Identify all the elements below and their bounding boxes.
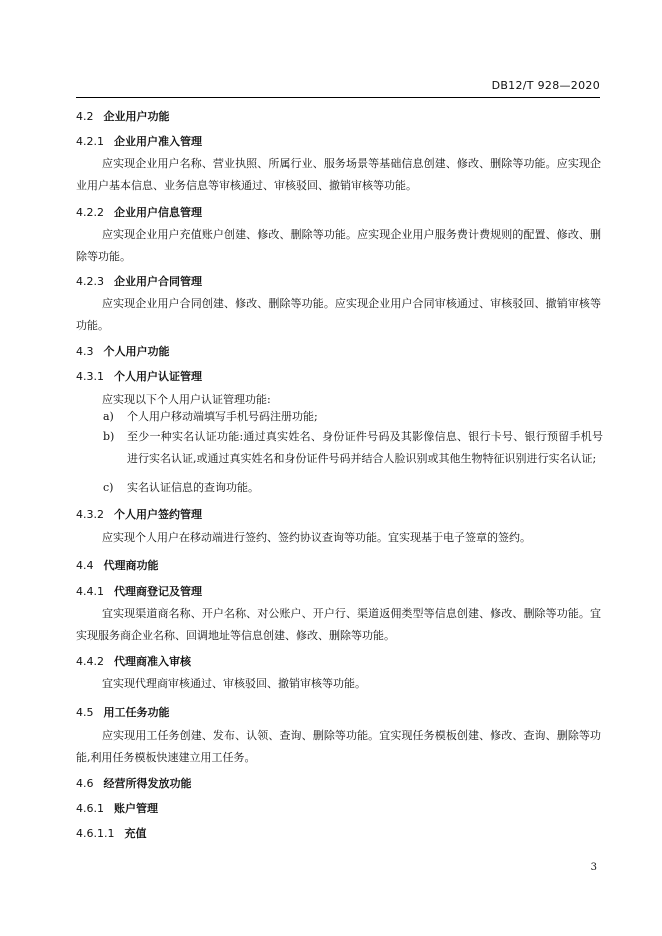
list-text: 至少一种实名认证功能:通过真实姓名、身份证件号码及其影像信息、银行卡号、银行预留手机号进行实名认证,或通过真实姓名和身份证件号码并结合人脸识别或其他生物特征识别进行实名认证; [127,430,603,465]
header-rule [76,97,600,98]
list-item [103,426,603,470]
section-number: 4.5 [76,706,94,719]
list-label: a) [103,410,114,423]
list-label: c) [103,481,114,494]
heading-4-2-2 [76,204,202,220]
paragraph-4-3-2: 应实现个人用户在移动端进行签约、签约协议查询等功能。宜实现基于电子签章的签约。 [102,531,531,544]
section-number: 4.6 [76,777,94,790]
paragraph-4-2-1: 应实现企业用户名称、营业执照、所属行业、服务场景等基础信息创建、修改、删除等功能。应实现企业用户基本信息、业务信息等审核通过、审核驳回、撤销审核等功能。 [76,157,601,192]
section-title: 代理商准入审核 [114,655,191,668]
section-title: 企业用户信息管理 [114,206,202,219]
heading-4-5 [76,704,170,720]
section-title: 代理商登记及管理 [114,585,202,598]
paragraph-4-2-2: 应实现企业用户充值账户创建、修改、删除等功能。应实现企业用户服务费计费规则的配置、修改、删除等功能。 [76,228,601,263]
section-number: 4.2.2 [76,206,104,219]
heading-4-4-2 [76,653,191,669]
paragraph-4-2-3: 应实现企业用户合同创建、修改、删除等功能。应实现企业用户合同审核通过、审核驳回、撤销审核等功能。 [76,297,601,332]
section-number: 4.3 [76,345,94,358]
paragraph-4-3-1: 应实现以下个人用户认证管理功能: [102,393,271,406]
heading-4-2-3 [76,273,202,289]
paragraph-4-5: 应实现用工任务创建、发布、认领、查询、删除等功能。宜实现任务模板创建、修改、查询、删除等功能,利用任务模板快速建立用工任务。 [76,729,601,764]
section-number: 4.3.1 [76,370,104,383]
section-title: 经营所得发放功能 [103,777,192,790]
paragraph-4-4-2: 宜实现代理商审核通过、审核驳回、撤销审核等功能。 [102,677,366,690]
section-title: 企业用户准入管理 [114,135,202,148]
page-number: 3 [590,862,597,873]
heading-4-3 [76,343,170,359]
section-number: 4.4.2 [76,655,104,668]
heading-4-6-1-1 [76,825,146,841]
heading-4-4 [76,557,159,573]
list-label: b) [103,430,115,443]
section-number: 4.2.3 [76,275,104,288]
section-title: 个人用户功能 [103,345,170,358]
paragraph-4-4-1: 宜实现渠道商名称、开户名称、对公账户、开户行、渠道返佣类型等信息创建、修改、删除等功能。宜实现服务商企业名称、回调地址等信息创建、修改、删除等功能。 [76,607,601,642]
heading-4-2-1 [76,133,202,149]
section-title: 用工任务功能 [103,706,170,719]
section-number: 4.4.1 [76,585,104,598]
list-text: 个人用户移动端填写手机号码注册功能; [127,410,318,423]
section-number: 4.6.1 [76,802,104,815]
section-number: 4.2.1 [76,135,104,148]
heading-4-6-1 [76,800,158,816]
heading-4-3-1 [76,368,202,384]
list-item [103,406,603,428]
list-text: 实名认证信息的查询功能。 [127,481,259,494]
heading-4-4-1 [76,583,202,599]
section-title: 个人用户认证管理 [114,370,202,383]
section-number: 4.3.2 [76,508,104,521]
section-number: 4.2 [76,110,94,123]
section-title: 账户管理 [114,802,158,815]
heading-4-2 [76,108,170,124]
section-title: 代理商功能 [103,559,159,572]
section-title: 个人用户签约管理 [114,508,202,521]
heading-4-3-2 [76,506,202,522]
section-title: 企业用户功能 [103,110,170,123]
document-code: DB12/T 928—2020 [491,79,600,92]
section-number: 4.6.1.1 [76,827,115,840]
list-item [103,477,603,499]
section-number: 4.4 [76,559,94,572]
section-title: 企业用户合同管理 [114,275,202,288]
heading-4-6 [76,775,192,791]
section-title: 充值 [124,827,147,840]
